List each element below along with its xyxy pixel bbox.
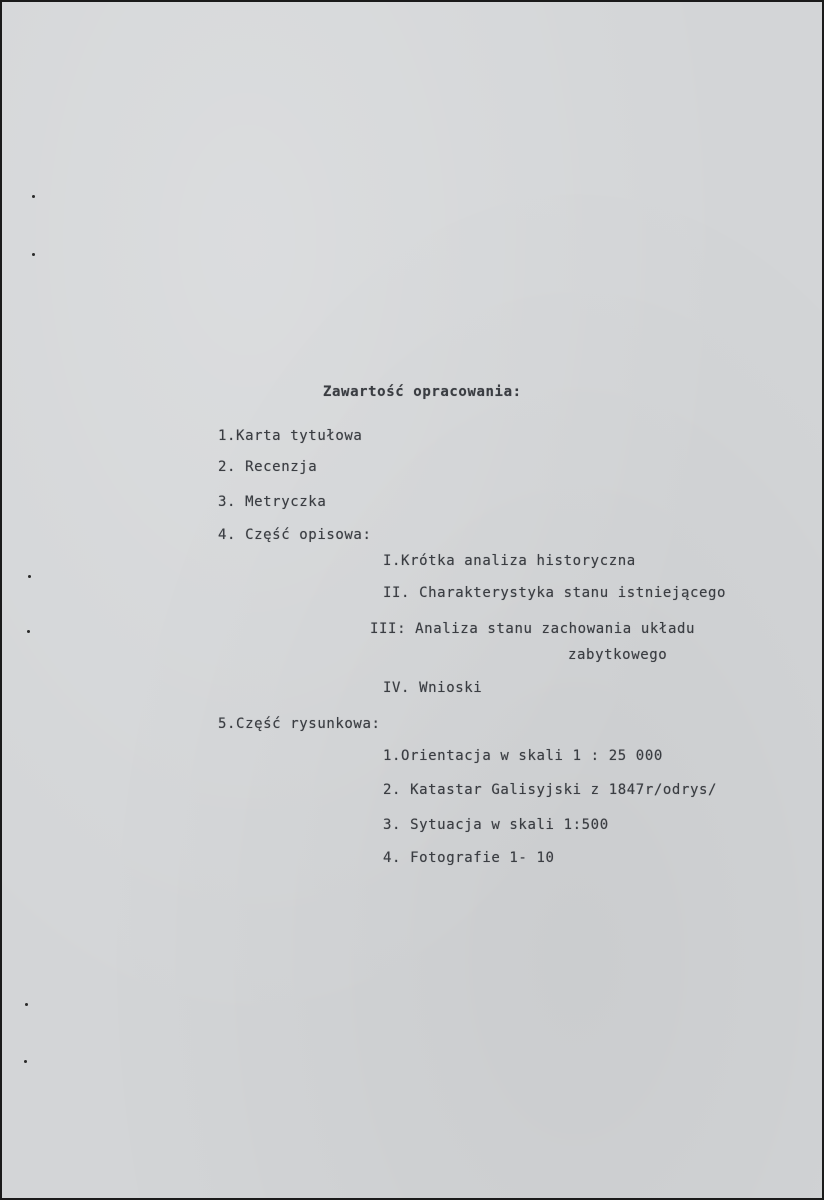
margin-mark bbox=[32, 195, 35, 198]
drawing-subitem: 1.Orientacja w skali 1 : 25 000 bbox=[383, 748, 663, 764]
contents-item: 3. Metryczka bbox=[218, 494, 327, 510]
drawing-subitem: 3. Sytuacja w skali 1:500 bbox=[383, 817, 609, 833]
margin-mark bbox=[24, 1060, 27, 1063]
drawing-subitem: 4. Fotografie 1- 10 bbox=[383, 850, 555, 866]
contents-subitem: IV. Wnioski bbox=[383, 680, 483, 696]
margin-mark bbox=[28, 575, 31, 578]
contents-heading: Zawartość opracowania: bbox=[323, 384, 522, 400]
contents-subitem: II. Charakterystyka stanu istniejącego bbox=[383, 585, 727, 601]
margin-mark bbox=[27, 630, 30, 633]
contents-subitem-continuation: zabytkowego bbox=[568, 647, 668, 663]
contents-subitem: I.Krótka analiza historyczna bbox=[383, 553, 636, 569]
contents-item: 1.Karta tytułowa bbox=[218, 428, 363, 444]
contents-item: 4. Część opisowa: bbox=[218, 527, 372, 543]
contents-item: 2. Recenzja bbox=[218, 459, 318, 475]
drawing-subitem: 2. Katastar Galisyjski z 1847r/odrys/ bbox=[383, 782, 718, 798]
margin-mark bbox=[25, 1003, 28, 1006]
margin-mark bbox=[32, 253, 35, 256]
contents-subitem: III: Analiza stanu zachowania układu bbox=[370, 621, 696, 637]
drawing-heading: 5.Część rysunkowa: bbox=[218, 716, 381, 732]
